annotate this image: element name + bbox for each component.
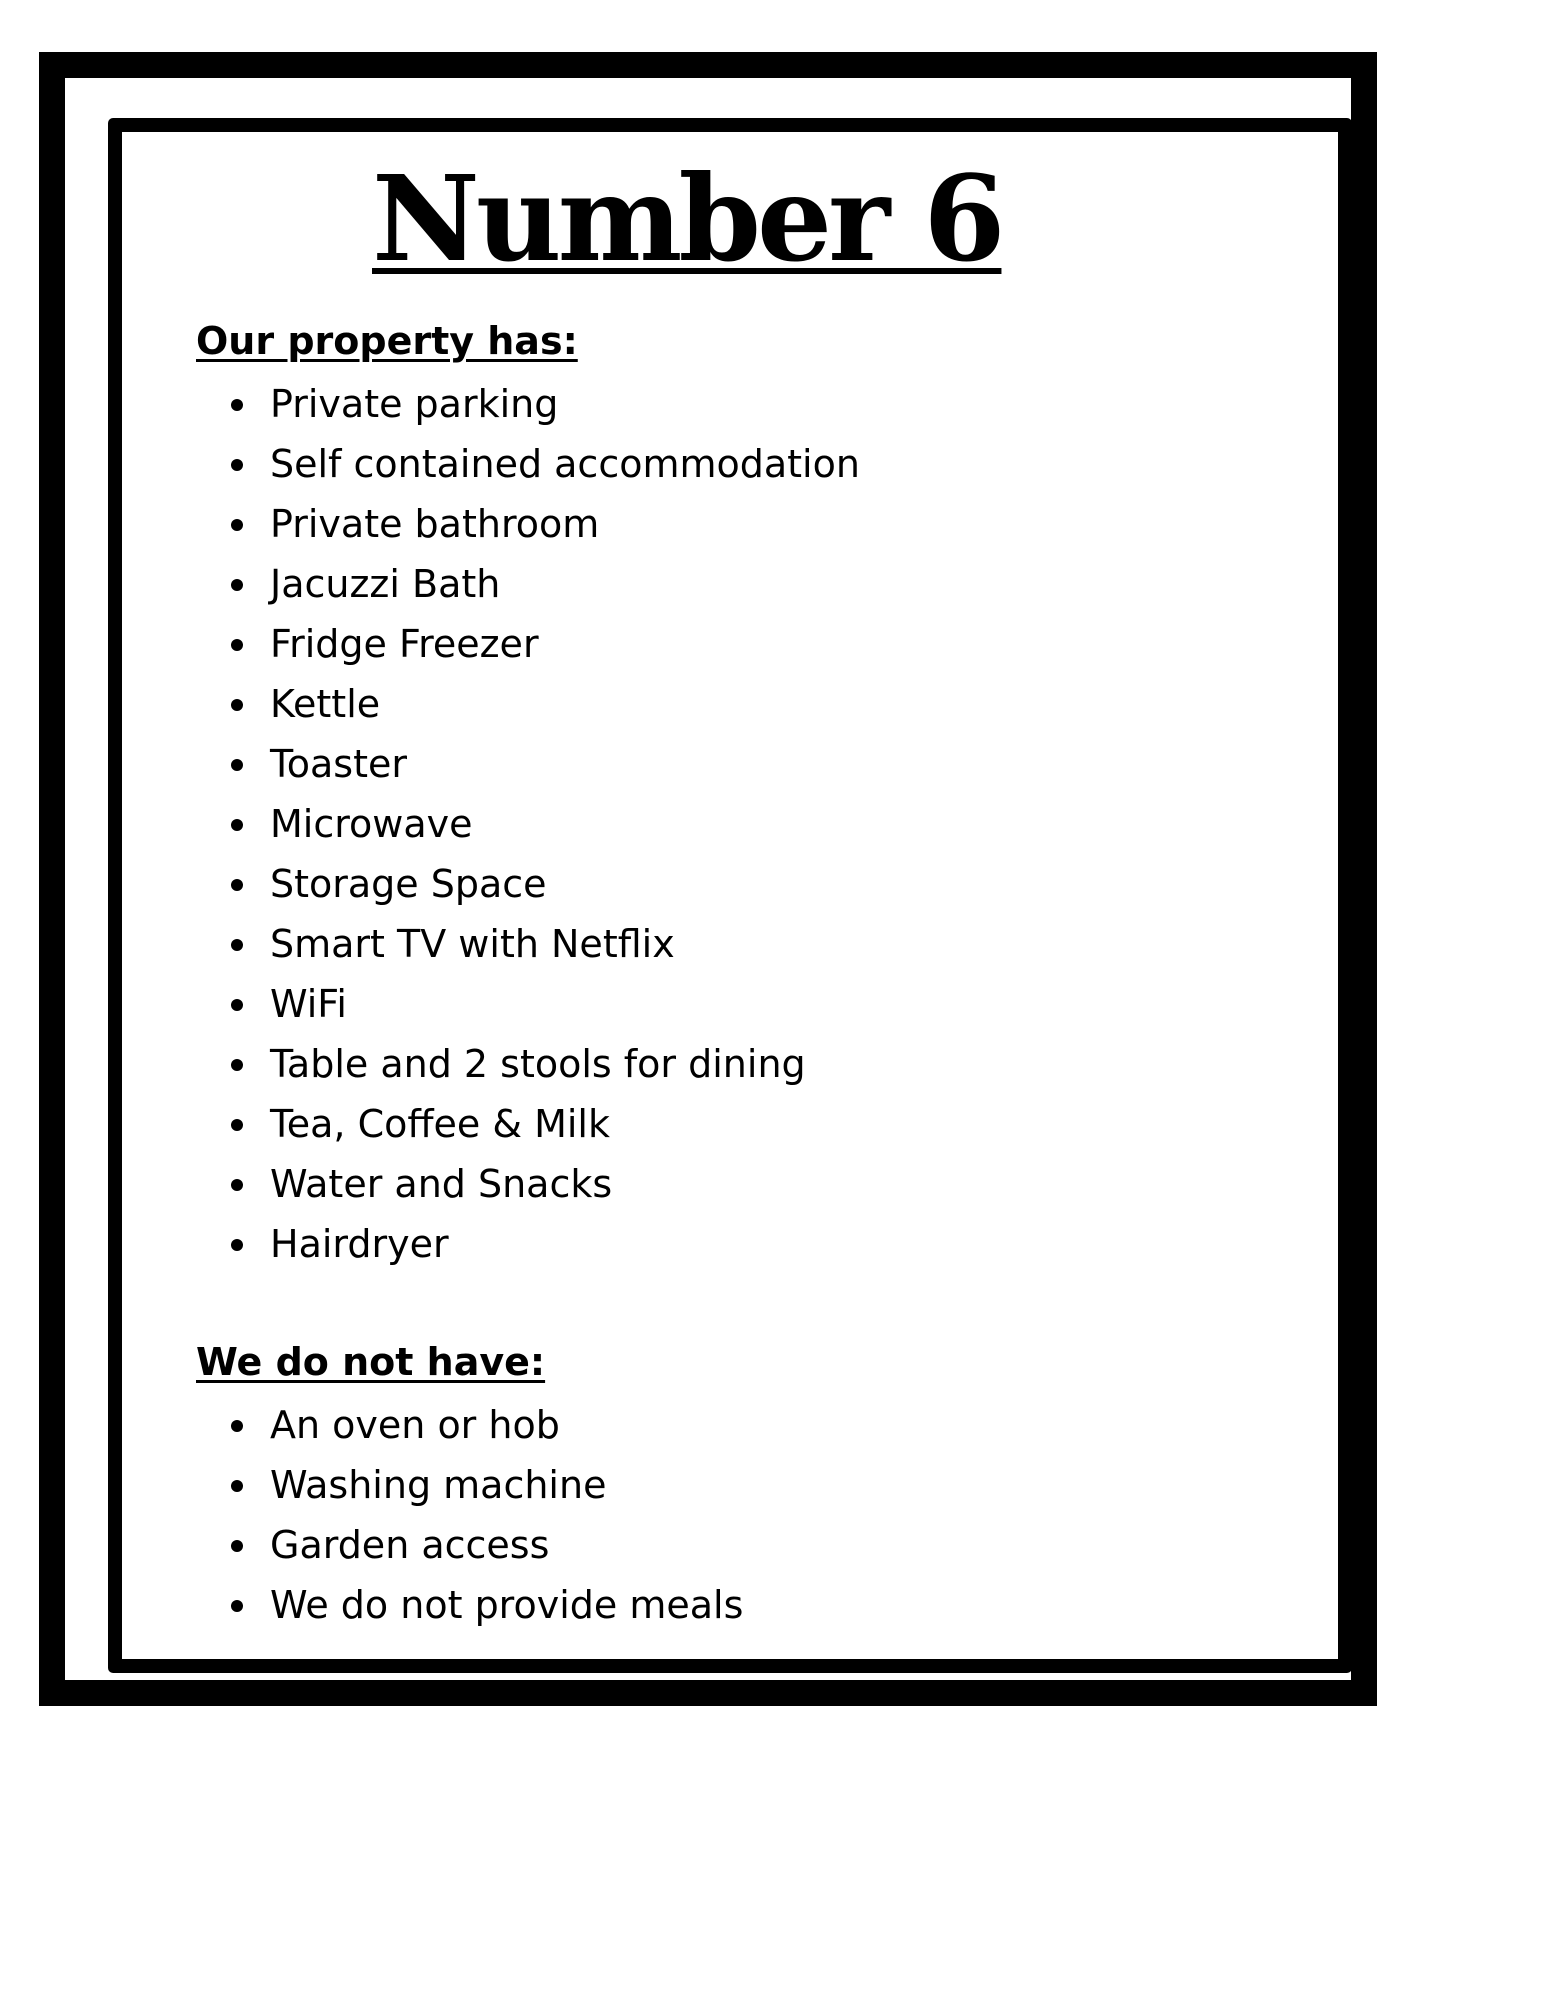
list-item-label: WiFi (270, 982, 347, 1026)
list-item-label: Water and Snacks (270, 1162, 613, 1206)
list-item (196, 1034, 860, 1094)
list-item (196, 1395, 743, 1455)
list-item (196, 854, 860, 914)
list-item-label: Microwave (270, 802, 473, 846)
list-item-label: Smart TV with Netflix (270, 922, 675, 966)
list-item-label: Toaster (270, 742, 407, 786)
bullet-icon (231, 1059, 243, 1071)
bullet-icon (231, 1179, 243, 1191)
exclusions-heading: We do not have: (196, 1340, 546, 1384)
list-item (196, 1455, 743, 1515)
list-item-label: Private bathroom (270, 502, 600, 546)
bullet-icon (231, 579, 243, 591)
amenities-list (196, 374, 860, 1274)
list-item-label: Private parking (270, 382, 559, 426)
list-item (196, 1154, 860, 1214)
list-item-label: Table and 2 stools for dining (270, 1042, 806, 1086)
bullet-icon (231, 459, 243, 471)
list-item-label: Hairdryer (270, 1222, 449, 1266)
list-item (196, 794, 860, 854)
list-item-label: Tea, Coffee & Milk (270, 1102, 610, 1146)
bullet-icon (231, 819, 243, 831)
list-item (196, 674, 860, 734)
bullet-icon (231, 759, 243, 771)
list-item-label: We do not provide meals (270, 1583, 744, 1627)
exclusions-list (196, 1395, 743, 1635)
list-item (196, 1214, 860, 1274)
bullet-icon (231, 399, 243, 411)
amenities-heading: Our property has: (196, 319, 578, 363)
list-item (196, 614, 860, 674)
list-item (196, 734, 860, 794)
bullet-icon (231, 1480, 243, 1492)
bullet-icon (231, 1600, 243, 1612)
list-item-label: Washing machine (270, 1463, 607, 1507)
bullet-icon (231, 1239, 243, 1251)
bullet-icon (231, 639, 243, 651)
list-item-label: Kettle (270, 682, 381, 726)
bullet-icon (231, 1420, 243, 1432)
bullet-icon (231, 879, 243, 891)
list-item-label: An oven or hob (270, 1403, 560, 1447)
bullet-icon (231, 1119, 243, 1131)
list-item (196, 494, 860, 554)
list-item (196, 1515, 743, 1575)
bullet-icon (231, 999, 243, 1011)
list-item-label: Fridge Freezer (270, 622, 539, 666)
list-item (196, 914, 860, 974)
list-item (196, 1094, 860, 1154)
bullet-icon (231, 939, 243, 951)
list-item (196, 374, 860, 434)
list-item-label: Garden access (270, 1523, 550, 1567)
bullet-icon (231, 519, 243, 531)
list-item-label: Storage Space (270, 862, 547, 906)
list-item (196, 1575, 743, 1635)
bullet-icon (231, 699, 243, 711)
list-item-label: Self contained accommodation (270, 442, 860, 486)
list-item (196, 974, 860, 1034)
list-item (196, 554, 860, 614)
bullet-icon (231, 1540, 243, 1552)
list-item (196, 434, 860, 494)
page-title: Number 6 (372, 149, 1002, 288)
list-item-label: Jacuzzi Bath (270, 562, 501, 606)
